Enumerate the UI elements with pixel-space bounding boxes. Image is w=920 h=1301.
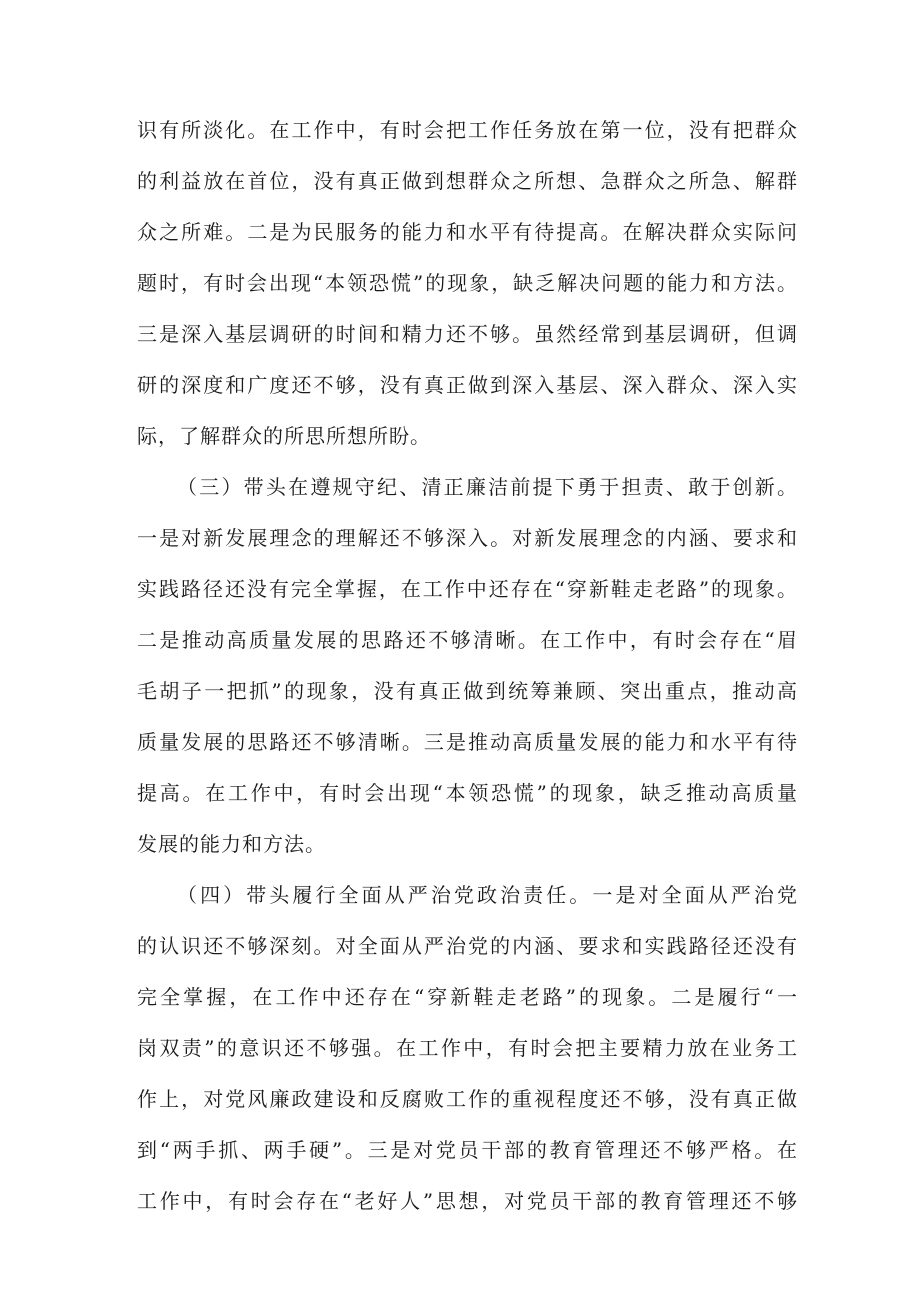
text-line-11: 二是推动高质量发展的思路还不够清晰。在工作中，有时会存在“眉 xyxy=(137,628,797,652)
text-line-21: 到“两手抓、两手硬”。三是对党员干部的教育管理还不够严格。在 xyxy=(137,1138,797,1162)
text-line-5: 三是深入基层调研的时间和精力还不够。虽然经常到基层调研，但调 xyxy=(137,322,797,346)
section-heading-four: （四）带头履行全面从严治党政治责任。一是对全面从严治党 xyxy=(177,883,797,907)
section-heading-three: （三）带头在遵规守纪、清正廉洁前提下勇于担责、敢于创新。 xyxy=(177,475,797,499)
text-line-17: 的认识还不够深刻。对全面从严治党的内涵、要求和实践路径还没有 xyxy=(137,934,797,958)
text-line-19: 岗双责”的意识还不够强。在工作中，有时会把主要精力放在业务工 xyxy=(137,1036,797,1060)
text-line-14: 提高。在工作中，有时会出现“本领恐慌”的现象，缺乏推动高质量 xyxy=(137,781,797,805)
text-line-3: 众之所难。二是为民服务的能力和水平有待提高。在解决群众实际问 xyxy=(137,220,797,244)
text-line-12: 毛胡子一把抓”的现象，没有真正做到统筹兼顾、突出重点，推动高 xyxy=(137,679,797,703)
text-line-2: 的利益放在首位，没有真正做到想群众之所想、急群众之所急、解群 xyxy=(137,169,797,193)
text-line-22: 工作中，有时会存在“老好人”思想，对党员干部的教育管理还不够 xyxy=(137,1189,797,1213)
text-line-7: 际，了解群众的所思所想所盼。 xyxy=(137,424,431,448)
text-line-1: 识有所淡化。在工作中，有时会把工作任务放在第一位，没有把群众 xyxy=(137,118,797,142)
text-line-15: 发展的能力和方法。 xyxy=(137,832,326,856)
text-line-13: 质量发展的思路还不够清晰。三是推动高质量发展的能力和水平有待 xyxy=(137,730,797,754)
text-line-20: 作上，对党风廉政建设和反腐败工作的重视程度还不够，没有真正做 xyxy=(137,1087,797,1111)
text-line-6: 研的深度和广度还不够，没有真正做到深入基层、深入群众、深入实 xyxy=(137,373,797,397)
text-line-10: 实践路径还没有完全掌握，在工作中还存在“穿新鞋走老路”的现象。 xyxy=(137,577,797,601)
text-line-18: 完全掌握，在工作中还存在“穿新鞋走老路”的现象。二是履行“一 xyxy=(137,985,797,1009)
text-line-4: 题时，有时会出现“本领恐慌”的现象，缺乏解决问题的能力和方法。 xyxy=(137,271,797,295)
text-line-9: 一是对新发展理念的理解还不够深入。对新发展理念的内涵、要求和 xyxy=(137,526,797,550)
